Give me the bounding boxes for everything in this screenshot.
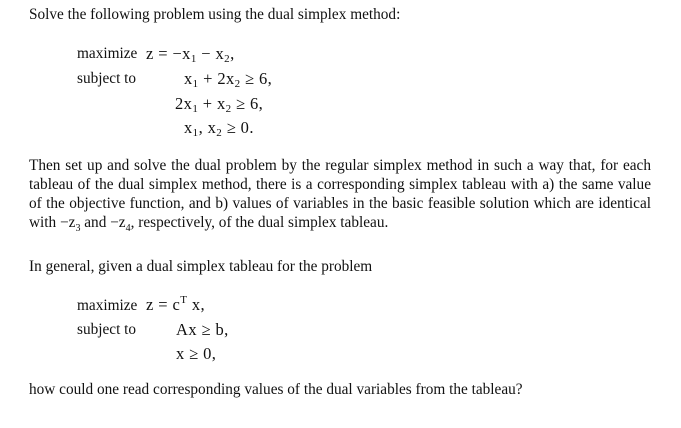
instruction-line-2: tableau of the dual simplex method, there is a corresponding simplex tableau with a) the same value — [29, 176, 651, 193]
instruction-line-4: with $-z_3$ and $-z_4$, respectively, of the dual simplex tableau. — [29, 214, 389, 235]
subject-to-label-2: subject to — [77, 321, 137, 338]
objective-1: $z = -x_1 - x_2$, — [146, 44, 235, 65]
instruction-line-1: Then set up and solve the dual problem by the regular simplex method in such a way that, for each — [29, 157, 651, 174]
objective-2: $z = c^T$ x, — [146, 294, 206, 314]
constraint-1-3: $x_1$, $x_2 \ge 0$. — [184, 118, 254, 139]
intro-text: Solve the following problem using the dual simplex method: — [29, 6, 401, 23]
subject-to-label-1: subject to — [77, 70, 137, 87]
instruction-paragraph — [29, 156, 651, 238]
general-text: In general, given a dual simplex tableau for the problem — [29, 258, 373, 275]
constraint-2-2: x ≥ 0, — [176, 344, 217, 363]
constraint-1-2: $2x_1 + x_2 \ge 6$, — [175, 94, 264, 115]
instruction-line-3: of the objective function, and b) values of variables in the basic feasible solution which are identical — [29, 195, 651, 212]
constraint-2-1: Ax ≥ b, — [176, 320, 229, 339]
maximize-label-2: maximize — [77, 297, 138, 314]
maximize-label-1: maximize — [77, 45, 138, 62]
question-text: how could one read corresponding values of the dual variables from the tableau? — [29, 381, 523, 398]
constraint-1-1: $x_1 + 2x_2 \ge 6$, — [184, 69, 273, 90]
